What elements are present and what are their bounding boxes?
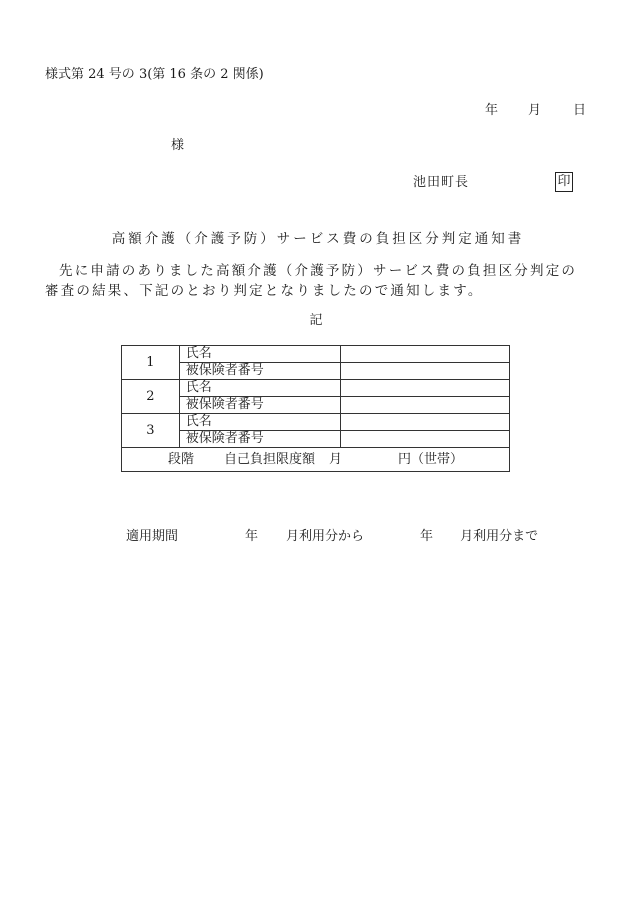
issue-date	[0, 103, 586, 119]
name-label: 氏名	[179, 380, 340, 397]
application-period	[126, 529, 538, 545]
stage-cell	[122, 448, 510, 472]
table-row	[122, 431, 510, 448]
form-number: 様式第 24 号の 3(第 16 条の 2 関係)	[45, 67, 264, 82]
table-row	[122, 346, 510, 363]
month-label: 月	[329, 451, 343, 467]
insured-number-value	[340, 363, 509, 380]
period-year-to: 年	[420, 529, 434, 544]
period-to-text: 月利用分まで	[460, 529, 539, 544]
limit-label: 自己負担限度額	[223, 451, 315, 467]
yen-household-label: 円（世帯）	[398, 451, 464, 467]
insured-number-value	[340, 397, 509, 414]
period-year-from: 年	[245, 529, 259, 544]
name-value	[340, 346, 509, 363]
period-from-text: 月利用分から	[286, 529, 365, 544]
row-number: 2	[122, 380, 180, 414]
insured-number-label: 被保険者番号	[179, 431, 340, 448]
name-label: 氏名	[179, 346, 340, 363]
addressee-suffix: 様	[171, 138, 185, 153]
table-row	[122, 414, 510, 431]
ki-heading: 記	[309, 313, 323, 328]
row-number: 3	[122, 414, 180, 448]
table-row	[122, 380, 510, 397]
document-title: 高額介護（介護予防）サービス費の負担区分判定通知書	[111, 231, 525, 247]
date-day: 日	[572, 103, 586, 118]
table-row	[122, 397, 510, 414]
insured-number-value	[340, 431, 509, 448]
insured-number-label: 被保険者番号	[179, 363, 340, 380]
seal-mark: 印	[555, 172, 573, 192]
issuer-name: 池田町長	[413, 175, 470, 190]
date-month: 月	[527, 103, 541, 118]
period-label: 適用期間	[126, 529, 179, 544]
judgement-table	[121, 345, 510, 472]
body-paragraph: 先に申請のありました高額介護（介護予防）サービス費の負担区分判定の審査の結果、下記のとおり判定となりましたので通知します。	[45, 263, 578, 299]
date-year: 年	[484, 103, 498, 118]
insured-number-label: 被保険者番号	[179, 397, 340, 414]
table-row	[122, 363, 510, 380]
name-value	[340, 380, 509, 397]
row-number: 1	[122, 346, 180, 380]
name-value	[340, 414, 509, 431]
name-label: 氏名	[179, 414, 340, 431]
table-footer-row	[122, 448, 510, 472]
stage-label: 段階	[167, 451, 194, 467]
